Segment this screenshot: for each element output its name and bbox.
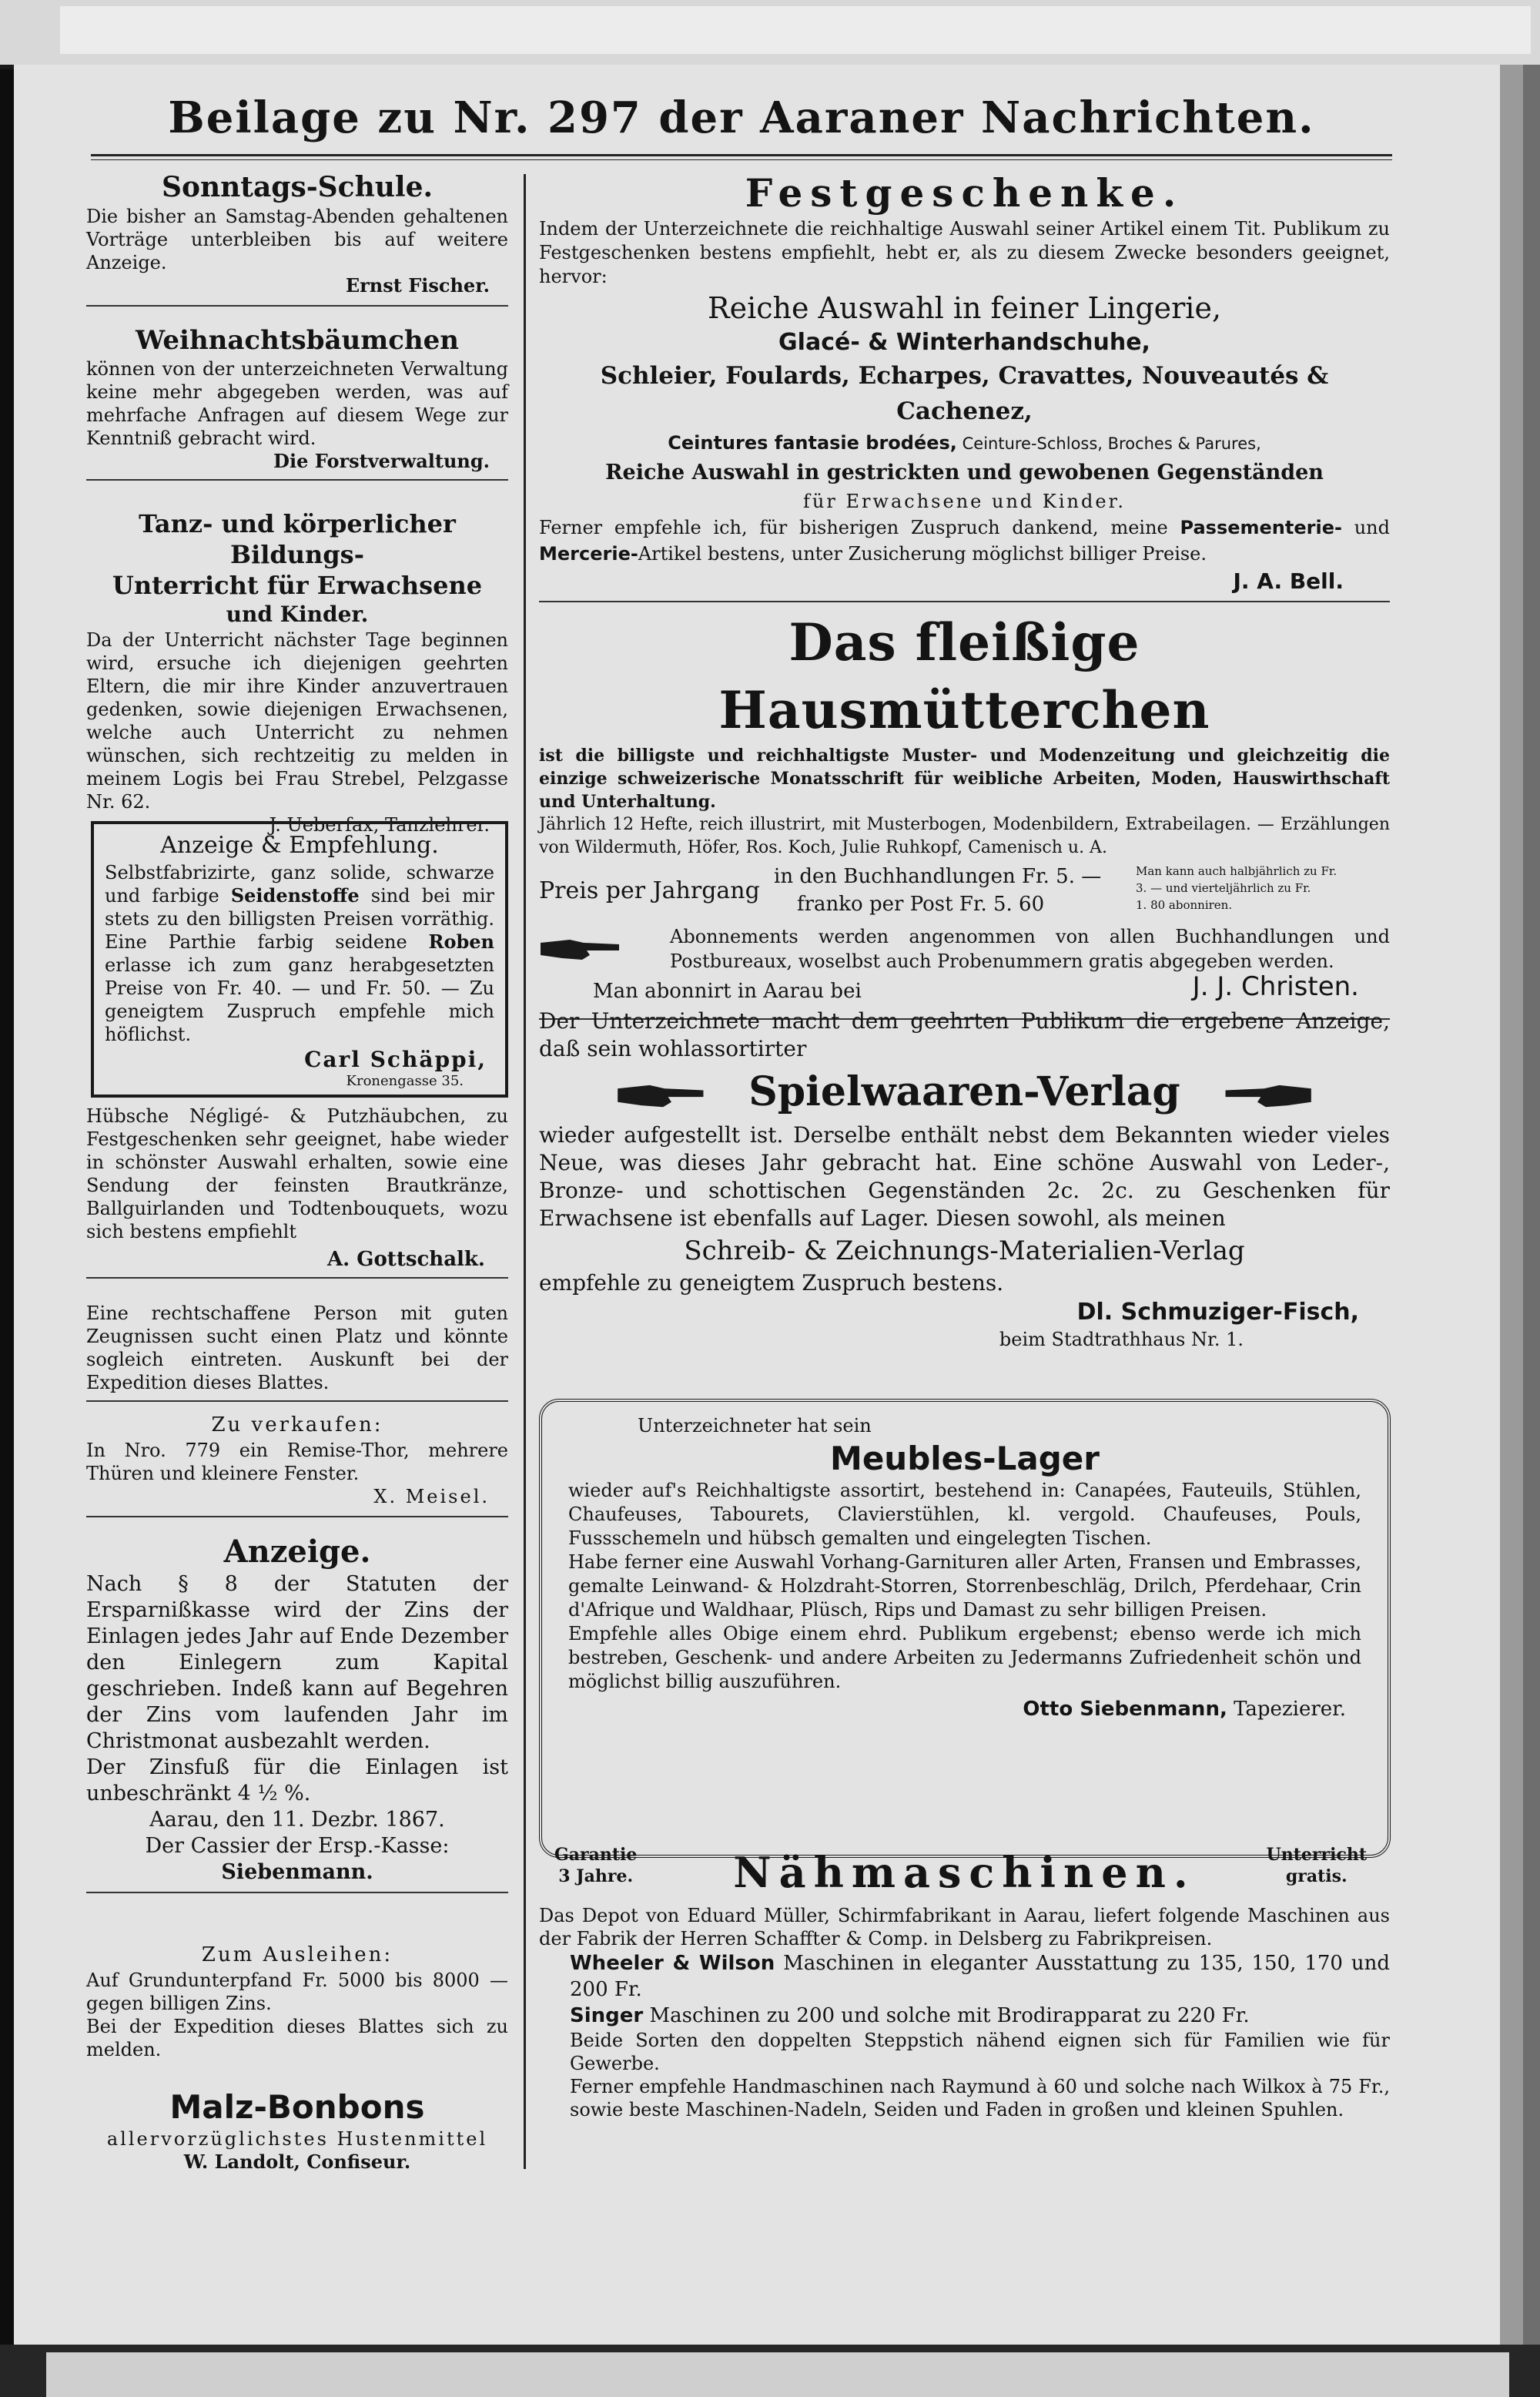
zu-verkaufen-title: Zu verkaufen: xyxy=(211,1413,383,1437)
zinsfuss: Der Zinsfuß für die Einlagen ist unbeschränkt 4 ½ %. xyxy=(86,1755,508,1805)
section-rule xyxy=(86,1400,508,1402)
garantie-jahre: 3 Jahre. xyxy=(558,1866,634,1886)
meubles-title: Meubles-Lager xyxy=(830,1440,1100,1477)
ausleihen-body-2: Bei der Expedition dieses Blattes sich zu melden. xyxy=(86,2016,508,2060)
abonnirt-in: Man abonnirt in Aarau bei xyxy=(593,980,862,1003)
section-rule xyxy=(86,1516,508,1517)
festgeschenke-outro-1: Ferner empfehle ich, für bisherigen Zuspruch dankend, meine xyxy=(539,517,1180,538)
ad-stellengesuch xyxy=(86,1302,508,1402)
schaeppi-address: Kronengasse 35. xyxy=(346,1073,464,1089)
ad-zu-verkaufen xyxy=(86,1411,508,1517)
pointing-hand-icon xyxy=(539,932,624,966)
singer: Singer xyxy=(570,2004,644,2027)
book-spine xyxy=(1523,65,1540,2345)
ad-ersparniskasse xyxy=(86,1533,508,1893)
ad-gottschalk xyxy=(86,1105,508,1279)
malz-bonbons-title: Malz-Bonbons xyxy=(169,2088,425,2126)
naehmaschinen-heading xyxy=(539,1841,1390,1904)
ad-festgeschenke xyxy=(539,169,1390,602)
page-edge-right xyxy=(1500,65,1523,2345)
section-rule xyxy=(86,305,508,307)
where-line xyxy=(539,971,1390,1007)
schaeppi-signature: Carl Schäppi, xyxy=(304,1047,487,1072)
ad-tanzunterricht xyxy=(86,508,508,836)
ad-meubles-lager-box xyxy=(539,1399,1391,1858)
spielwaaren-intro: Der Unterzeichnete macht dem geehrten Publikum die ergebene Anzeige, daß sein wohlassortirter xyxy=(539,1008,1390,1061)
meubles-body-2: Habe ferner eine Auswahl Vorhang-Garnituren aller Arten, Fransen und Embrasses, gemalte Leinwand- & Holzdraht-Storren, Storrenbeschläg, Drilch, Pferdehaar, Crin d'Afrique und Waldhaar, Plüsch, Rips und Damast zu sehr billigen Preisen. xyxy=(568,1551,1361,1621)
festgeschenke-line-6: für Erwachsene und Kinder. xyxy=(803,491,1126,512)
naehmaschinen-title: Nähmaschinen. xyxy=(733,1848,1196,1897)
festgeschenke-line-2: Glacé- & Winterhandschuhe, xyxy=(778,329,1150,356)
sonntagsschule-signature: Ernst Fischer. xyxy=(345,274,490,297)
spielwaaren-title: Spielwaaren-Verlag xyxy=(748,1068,1180,1115)
handmaschinen: Ferner empfehle Handmaschinen nach Raymund à 60 und solche nach Wilkox à 75 Fr., sowie beste Maschinen-Nadeln, Seiden und Faden in großen und kleinen Spuhlen. xyxy=(570,2076,1390,2120)
hausmuetterchen-body-2: Jährlich 12 Hefte, reich illustrirt, mit Musterbogen, Modenbildern, Extrabeilagen. — Erzählungen von Wildermuth, Höfer, Ros. Koch, Julie Ruhkopf, Camenisch u. A. xyxy=(539,815,1390,857)
meubles-intro: Unterzeichneter hat sein xyxy=(638,1415,872,1437)
schaeppi-body xyxy=(105,861,494,1046)
ad-ausleihen xyxy=(86,1941,508,2061)
stellengesuch-body: Eine rechtschaffene Person mit guten Zeugnissen sucht einen Platz und könnte sogleich eintreten. Auskunft bei der Expedition dieses Blattes. xyxy=(86,1302,508,1393)
unterricht: Unterricht xyxy=(1266,1845,1367,1865)
ersparniskasse-date: Aarau, den 11. Dezbr. 1867. xyxy=(149,1808,445,1832)
festgeschenke-line-3: Schleier, Foulards, Echarpes, Cravattes, Nouveautés & Cachenez, xyxy=(600,362,1329,425)
spielwaaren-body-2: empfehle zu geneigtem Zuspruch bestens. xyxy=(539,1270,1004,1296)
abo-text: Abonnements werden angenommen von allen Buchhandlungen und Postbureaux, woselbst auch Probenummern gratis abgegeben werden. xyxy=(670,926,1390,972)
section-rule xyxy=(86,1892,508,1893)
festgeschenke-ceintures: Ceintures fantasie brodées, xyxy=(668,432,957,454)
festgeschenke-line-1: Reiche Auswahl in feiner Lingerie, xyxy=(707,291,1222,325)
tanz-title-1: Tanz- und körperlicher Bildungs- xyxy=(139,509,456,569)
passementerie: Passementerie- xyxy=(1180,517,1342,538)
schaeppi-body-3: erlasse ich zum ganz herabgesetzten Preise von Fr. 40. — und Fr. 50. — Zu geneigtem Zuspruch empfehle mich höflichst. xyxy=(105,954,494,1045)
schmuziger-address: beim Stadtrathhaus Nr. 1. xyxy=(999,1329,1244,1350)
ausleihen-title: Zum Ausleihen: xyxy=(201,1943,393,1966)
naehmaschinen-body: Das Depot von Eduard Müller, Schirmfabrikant in Aarau, liefert folgende Maschinen aus der Fabrik der Herren Schaffter & Comp. in Delsberg zu Fabrikpreisen. xyxy=(539,1905,1390,1949)
pointing-hand-icon xyxy=(1213,1077,1321,1114)
festgeschenke-title: Festgeschenke. xyxy=(745,170,1184,216)
price-note-2: 3. — und vierteljährlich zu Fr. xyxy=(1136,881,1311,895)
sonntagsschule-body: Die bisher an Samstag-Abenden gehaltenen Vorträge unterbleiben bis auf weitere Anzeige. xyxy=(86,206,508,273)
ad-hausmuetterchen xyxy=(539,608,1390,1020)
garantie: Garantie xyxy=(554,1845,638,1865)
top-strip xyxy=(0,0,1540,69)
masthead-rule xyxy=(91,154,1392,156)
section-rule xyxy=(86,1277,508,1279)
pointing-hand-icon xyxy=(608,1077,716,1114)
mercerie: Mercerie- xyxy=(539,543,638,565)
festgeschenke-outro-3: Artikel bestens, unter Zusicherung möglichst billiger Preise. xyxy=(638,543,1207,565)
ad-sonntagsschule xyxy=(86,169,508,307)
ad-spielwaaren xyxy=(539,1007,1390,1351)
schreib-verlag: Schreib- & Zeichnungs-Materialien-Verlag xyxy=(684,1235,1245,1266)
price-label: Preis per Jahrgang xyxy=(539,877,760,904)
wheeler-wilson-text: Maschinen in eleganter Ausstattung zu 135, 150, 170 und 200 Fr. xyxy=(570,1952,1390,2001)
tanz-title-2: Unterricht für Erwachsene xyxy=(112,571,483,600)
section-rule xyxy=(539,601,1390,602)
tapezierer: Tapezierer. xyxy=(1227,1698,1346,1721)
sonntagsschule-title: Sonntags-Schule. xyxy=(161,171,434,203)
tanz-body: Da der Unterricht nächster Tage beginnen wird, ersuche ich diejenigen geehrten Eltern, die mir ihre Kinder anzuvertrauen gedenken, sowie diejenigen Erwachsenen, welche auch Unterricht zu nehmen wünschen, sich rechtzeitig zu melden in meinem Logis bei Frau Strebel, Pelzgasse Nr. 62. xyxy=(86,629,508,813)
bottom-page-edge xyxy=(46,2352,1509,2397)
masthead-rule-thin xyxy=(91,159,1392,160)
price-note-1: Man kann auch halbjährlich zu Fr. xyxy=(1136,864,1337,878)
abo-block xyxy=(539,924,1390,974)
price-block xyxy=(539,863,1390,921)
cassier-line: Der Cassier der Ersp.-Kasse: xyxy=(145,1834,450,1858)
meubles-body-3: Empfehle alles Obige einem ehrd. Publikum ergebenst; ebenso werde ich mich bestreben, Geschenk- und andere Arbeiten zu Jedermanns Zufriedenheit schön und möglichst billig auszuführen. xyxy=(568,1623,1361,1692)
price-note xyxy=(1136,863,1390,914)
malz-bonbons-sub: allervorzüglichstes Hustenmittel xyxy=(106,2128,488,2150)
hausmuetterchen-title: Das fleißige Hausmütterchen xyxy=(718,612,1210,740)
spielwaaren-heading xyxy=(539,1063,1390,1121)
hausmuetterchen-body: ist die billigste und reichhaltigste Muster- und Modenzeitung und gleichzeitig die einzige schweizerische Monatsschrift für weibliche Arbeiten, Moden, Hauswirthschaft und Unterhaltung. xyxy=(539,746,1390,812)
meubles-body: wieder auf's Reichhaltigste assortirt, bestehend in: Canapées, Fauteuils, Stühlen, Chaufeuses, Tabourets, Clavierstühlen, kl. vergold. Chaufeuses, Pouls, Fussschemeln und hübsch gemalten und eingelegten Tischen. xyxy=(568,1480,1361,1549)
forstverwaltung-signature: Die Forstverwaltung. xyxy=(273,450,490,472)
tanz-title-3: und Kinder. xyxy=(226,602,369,627)
bottom-strip xyxy=(0,2345,1540,2397)
ad-malz-bonbons xyxy=(86,2087,508,2174)
beide-sorten: Beide Sorten den doppelten Steppstich nähend eignen sich für Familien wie für Gewerbe. xyxy=(570,2030,1390,2074)
ausleihen-body: Auf Grundunterpfand Fr. 5000 bis 8000 — gegen billigen Zins. xyxy=(86,1970,508,2014)
masthead: Beilage zu Nr. 297 der Aaraner Nachrichten. xyxy=(168,92,1315,143)
gottschalk-signature: A. Gottschalk. xyxy=(326,1248,485,1271)
unterricht-gratis: gratis. xyxy=(1285,1866,1348,1886)
spielwaaren-body: wieder aufgestellt ist. Derselbe enthält nebst dem Bekannten wieder vieles Neue, was dieses Jahr gebracht hat. Eine schöne Auswahl von Leder-, Bronze- und schottischen Gegenständen 2c. 2c. zu Geschenken für Erwachsene ist ebenfalls auf Lager. Diesen sowohl, als meinen xyxy=(539,1122,1390,1231)
schmuziger-signature: Dl. Schmuziger-Fisch, xyxy=(1076,1299,1359,1326)
section-rule xyxy=(86,479,508,481)
tanz-signature: J. Ueberfax, Tanzlehrer. xyxy=(269,814,490,836)
price-note-3: 1. 80 abonniren. xyxy=(1136,898,1233,912)
schaeppi-title: Anzeige & Empfehlung. xyxy=(160,832,439,859)
anzeige-title: Anzeige. xyxy=(223,1534,371,1570)
siebenmann-otto-signature: Otto Siebenmann, xyxy=(1023,1698,1227,1721)
ersparniskasse-body: Nach § 8 der Statuten der Ersparnißkasse wird der Zins der Einlagen jedes Jahr auf Ende Dezember den Einlegern zum Kapital geschrieben. Indeß kann auf Begehren der Zins vom laufenden Jahr im Christmonat ausbezahlt werden. xyxy=(86,1572,508,1753)
meisel-signature: X. Meisel. xyxy=(373,1486,490,1507)
price-post: franko per Post Fr. 5. 60 xyxy=(797,893,1045,916)
festgeschenke-line-5: Reiche Auswahl in gestrickten und gewobenen Gegenständen xyxy=(605,461,1324,484)
price-options xyxy=(774,863,1101,918)
price-buchhandlung: in den Buchhandlungen Fr. 5. — xyxy=(774,865,1102,888)
bell-signature: J. A. Bell. xyxy=(1233,568,1344,594)
weihnachtsbaeumchen-body: können von der unterzeichneten Verwaltung keine mehr abgegeben werden, was auf mehrfache Anfragen auf diesem Wege zur Kenntniß gebracht wird. xyxy=(86,358,508,449)
schaeppi-seidenstoffe: Seidenstoffe xyxy=(230,884,360,907)
siebenmann-signature: Siebenmann. xyxy=(221,1860,373,1884)
schaeppi-roben: Roben xyxy=(428,930,494,953)
festgeschenke-intro: Indem der Unterzeichnete die reichhaltige Auswahl seiner Artikel einem Tit. Publikum zu Festgeschenken bestens empfiehlt, hebt er, als zu diesem Zwecke besonders geeignet, hervor: xyxy=(539,218,1390,287)
ad-naehmaschinen xyxy=(539,1841,1390,2121)
schaeppi-body-1: Selbstfabrizirte, ganz solide, schwarze und farbige xyxy=(105,862,494,907)
gottschalk-body: Hübsche Négligé- & Putzhäubchen, zu Festgeschenken sehr geeignet, habe wieder in schönster Auswahl erhalten, sowie eine Sendung der feinsten Brautkränze, Ballguirlanden und Todtenbouquets, wozu sich bestens empfiehlt xyxy=(86,1105,508,1242)
column-divider xyxy=(524,174,526,2169)
schaeppi-body-2: sind bei mir stets zu den billigsten Preisen vorräthig. Eine Parthie farbig seidene xyxy=(105,885,494,953)
weihnachtsbaeumchen-title: Weihnachtsbäumchen xyxy=(136,325,459,356)
festgeschenke-line-4: Ceinture-Schloss, Broches & Parures, xyxy=(956,434,1261,453)
ad-weihnachtsbaeumchen xyxy=(86,324,508,481)
zu-verkaufen-body: In Nro. 779 ein Remise-Thor, mehrere Thüren und kleinere Fenster. xyxy=(86,1440,508,1484)
wheeler-wilson: Wheeler & Wilson xyxy=(570,1952,775,1975)
landolt-signature: W. Landolt, Confiseur. xyxy=(183,2151,411,2173)
ad-schaeppi-box xyxy=(91,821,508,1098)
festgeschenke-outro-2: und xyxy=(1354,517,1390,538)
singer-text: Maschinen zu 200 und solche mit Brodirapparat zu 220 Fr. xyxy=(643,2004,1250,2027)
top-page-edge xyxy=(60,6,1531,54)
christen-signature: J. J. Christen. xyxy=(1192,971,1359,1002)
